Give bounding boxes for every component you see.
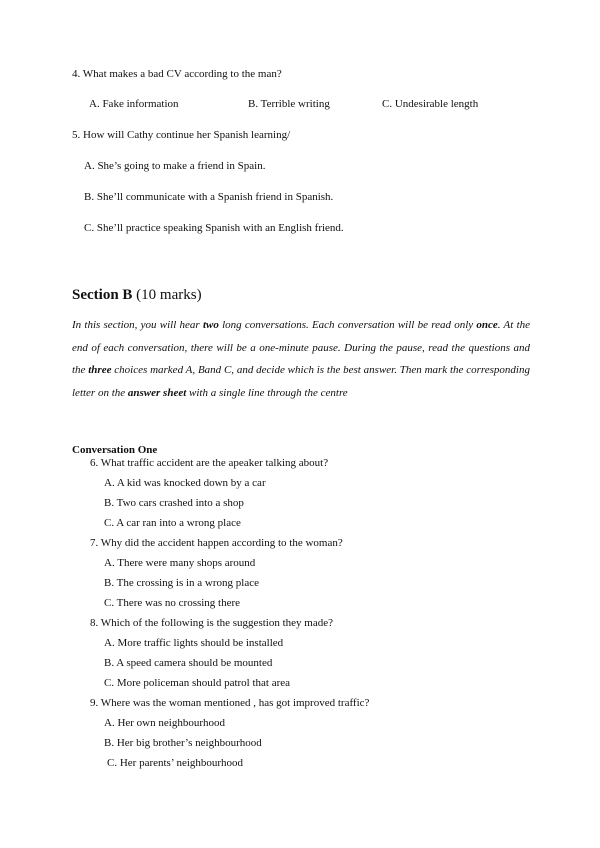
option-a: A. She’s going to make a friend in Spain. xyxy=(84,160,266,172)
section-b-instructions: In this section, you will hear two long conversations. Each conversation will be read only once. At the end of each conversation, there will be a one-minute pause. During the pause, read the questions and the three choices marked A, Band C, and decide which is the best answer. Then mark the corresponding letter on the answer sheet with a single line through the centre xyxy=(72,319,531,399)
option-c: C. A car ran into a wrong place xyxy=(104,517,241,529)
section-b-marks: (10 marks) xyxy=(132,287,202,303)
question-6: 6. What traffic accident are the apeaker talking about? xyxy=(90,457,329,469)
option-b: B. Her big brother’s neighbourhood xyxy=(104,737,262,749)
option-b: B. A speed camera should be mounted xyxy=(104,657,273,669)
option-b: B. Two cars crashed into a shop xyxy=(104,497,244,509)
section-b-title: Section B xyxy=(72,287,133,303)
option-c: C. There was no crossing there xyxy=(104,597,241,609)
question-5: 5. How will Cathy continue her Spanish learning/ xyxy=(72,129,291,141)
option-c: C. She’ll practice speaking Spanish with an English friend. xyxy=(84,222,344,234)
option-a: A. More traffic lights should be installed xyxy=(104,637,284,649)
option-b: B. Terrible writing xyxy=(248,98,330,110)
option-c: C. Undesirable length xyxy=(382,98,479,110)
option-a: A. A kid was knocked down by a car xyxy=(104,477,266,489)
option-b: B. She’ll communicate with a Spanish friend in Spanish. xyxy=(84,191,334,203)
option-c: C. Her parents’ neighbourhood xyxy=(107,757,244,769)
question-9: 9. Where was the woman mentioned , has got improved traffic? xyxy=(90,697,370,709)
section-b-heading xyxy=(72,286,202,304)
option-a: A. Fake information xyxy=(89,98,179,110)
option-a: A. There were many shops around xyxy=(104,557,256,569)
option-a: A. Her own neighbourhood xyxy=(104,717,225,729)
question-8: 8. Which of the following is the suggestion they made? xyxy=(90,617,333,629)
option-c: C. More policeman should patrol that area xyxy=(104,677,291,689)
question-4: 4. What makes a bad CV according to the man? xyxy=(72,68,282,80)
question-7: 7. Why did the accident happen according to the woman? xyxy=(90,537,343,549)
conversation-one-title: Conversation One xyxy=(72,444,158,456)
option-b: B. The crossing is in a wrong place xyxy=(104,577,259,589)
